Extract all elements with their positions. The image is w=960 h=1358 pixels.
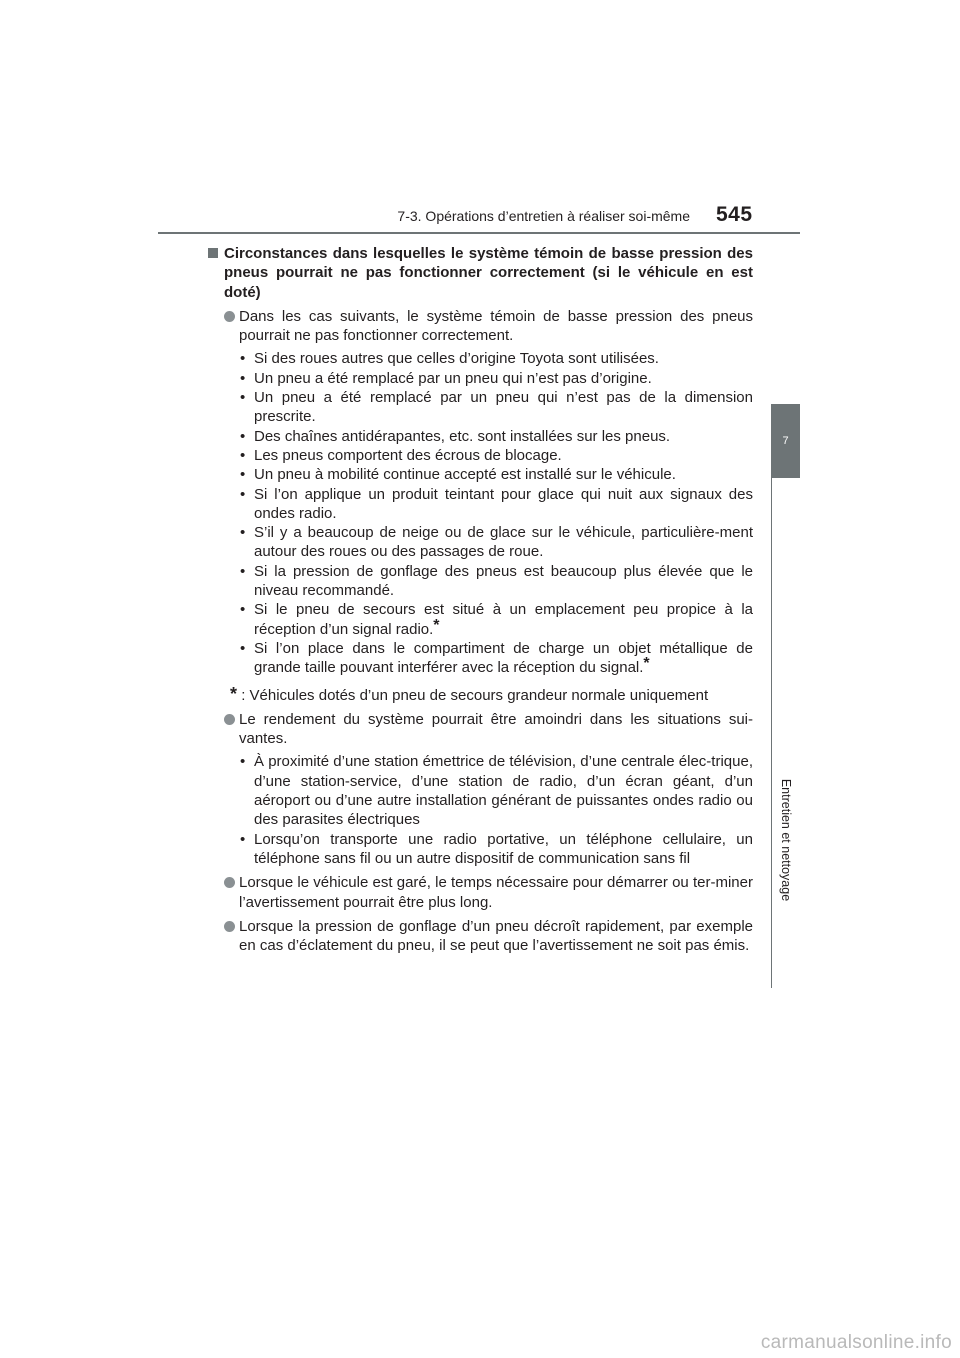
- bullet-text: Lorsque le véhicule est garé, le temps nécessaire pour démarrer ou ter-miner l’avertissement pourrait être plus long.: [239, 874, 753, 911]
- chapter-tab-line: [771, 478, 772, 988]
- section-title: [208, 244, 753, 302]
- header-rule: [158, 232, 800, 234]
- list-item: • Un pneu a été remplacé par un pneu qui n’est pas de la dimension prescrite.: [240, 389, 753, 426]
- footnote: [230, 685, 753, 705]
- list-item: • Si des roues autres que celles d’origine Toyota sont utilisées.: [240, 350, 659, 368]
- list-item: • Si la pression de gonflage des pneus est beaucoup plus élevée que le niveau recommandé.: [240, 562, 753, 600]
- list-item: • Si l’on applique un produit teintant pour glace qui nuit aux signaux des ondes radio.: [240, 485, 753, 522]
- bullet-item: [208, 917, 753, 956]
- footnote-star: *: [433, 616, 440, 634]
- list-item: • Si le pneu de secours est situé à un emplacement peu propice à la réception d’un signal radio.*: [240, 601, 753, 638]
- list-item: • Des chaînes antidérapantes, etc. sont installées sur les pneus.: [240, 427, 671, 445]
- section-header: 7-3. Opérations d’entretien à réaliser soi-même: [397, 208, 690, 224]
- watermark: carmanualsonline.info: [760, 1332, 952, 1353]
- square-bullet-icon: [208, 248, 218, 258]
- bullet-text: Le rendement du système pourrait être amoindri dans les situations sui-vantes.: [239, 710, 753, 748]
- circle-bullet-icon: [224, 714, 235, 725]
- bullet-item: [208, 307, 753, 346]
- list-item: • S’il y a beaucoup de neige ou de glace sur le véhicule, particulière-ment autour des roues ou des passages de roue.: [240, 524, 753, 561]
- bullet-item: [208, 710, 753, 749]
- circle-bullet-icon: [224, 311, 235, 322]
- chapter-number: 7: [782, 435, 789, 447]
- circle-bullet-icon: [224, 877, 235, 888]
- list-item: • Un pneu à mobilité continue accepté est installé sur le véhicule.: [240, 466, 676, 484]
- page-number: 545: [716, 203, 753, 226]
- condition-list: [208, 349, 753, 677]
- chapter-tab: [771, 404, 800, 478]
- bullet-text: Lorsque la pression de gonflage d’un pneu décroît rapidement, par exemple en cas d’éclatement du pneu, il se peut que l’avertissement ne soit pas émis.: [239, 917, 753, 955]
- list-item: • Lorsqu’on transporte une radio portative, un téléphone cellulaire, un téléphone sans fil ou un autre dispositif de communication sans fil: [240, 830, 753, 867]
- list-item: • Un pneu a été remplacé par un pneu qui n’est pas d’origine.: [240, 369, 652, 387]
- footnote-star: *: [230, 683, 238, 704]
- circle-bullet-icon: [224, 921, 235, 932]
- footnote-text: : Véhicules dotés d’un pneu de secours grandeur normale uniquement: [241, 686, 709, 704]
- main-content: [208, 244, 753, 955]
- interference-list: [208, 752, 753, 868]
- footnote-star: *: [643, 655, 650, 673]
- bullet-text: Dans les cas suivants, le système témoin de basse pression des pneus pourrait ne pas fonctionner correctement.: [239, 307, 753, 345]
- list-item: • Si l’on place dans le compartiment de charge un objet métallique de grande taille pouvant interférer avec la réception du signal.*: [240, 639, 753, 677]
- list-item: • Les pneus comportent des écrous de blocage.: [240, 446, 562, 464]
- section-title-text: Circonstances dans lesquelles le système témoin de basse pression des pneus pourrait ne pas fonctionner correctement (si le véhicule en est doté): [224, 245, 753, 301]
- bullet-item: [208, 873, 753, 912]
- list-item: • À proximité d’une station émettrice de télévision, d’une centrale élec-trique, d’une station-service, d’une station de radio, d’un écran géant, d’un aéroport ou d’une autre installation générant de puissantes ondes radio ou des parasites électriques: [240, 753, 753, 829]
- chapter-label: Entretien et nettoyage: [779, 778, 793, 902]
